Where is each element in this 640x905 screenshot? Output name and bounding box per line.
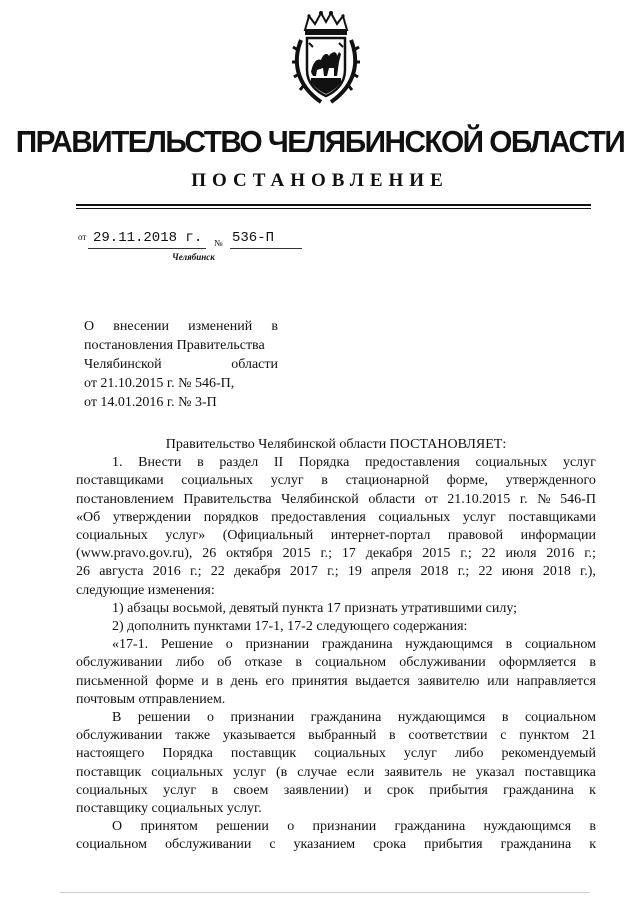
document-type-title: ПОСТАНОВЛЕНИЕ [191,170,449,191]
header-rule-thick [76,204,591,206]
body-line: письменной форме и в день его принятия выдается заявителю или направляется [76,673,596,689]
subject-line: Челябинской области [84,357,278,372]
document-body [76,436,596,855]
date-underline [88,248,206,249]
page-bottom-edge [60,892,590,893]
subject-line: от 21.10.2015 г. № 546-П, [84,376,235,391]
date-label: от [78,232,87,242]
body-line: О принятом решении о признании гражданина нуждающимся в [112,819,596,835]
body-line: (www.pravo.gov.ru), 26 октября 2015 г.; 17 декабря 2015 г.; 22 июля 2016 г.; [76,546,596,562]
body-line: социальных услуг» (Официальный интернет-портал правовой информации [76,528,596,544]
body-line: 1. Внести в раздел II Порядка предоставления социальных услуг [112,455,596,471]
resolution-intro: Правительство Челябинской области ПОСТАНОВЛЯЕТ: [165,437,507,452]
document-date: 29.11.2018 г. [93,230,203,246]
subject-line: постановления Правительства [84,338,265,353]
body-line: настоящего Порядка поставщик социальных услуг либо рекомендуемый [76,746,596,762]
body-line: поставщику социальных услуг. [76,801,262,817]
subject-line: О внесении изменений в [84,319,278,334]
body-line: социальных услуг в своем заявлении) и срок прибытия гражданина к [76,782,596,798]
document-number: 536-П [232,230,275,246]
body-line: почтовым отправлением. [76,691,226,707]
body-line: поставщик социальных услуг (в случае если заявитель не указал поставщика [76,764,596,780]
city-name: Челябинск [172,252,215,262]
body-line: 26 августа 2016 г.; 22 декабря 2017 г.; 19 апреля 2018 г.; 22 июня 2018 г.), [76,564,596,580]
body-line: 1) абзацы восьмой, девятый пункта 17 признать утратившими силу; [112,600,518,616]
body-line: В решении о признании гражданина нуждающимся в социальном [112,710,596,726]
body-line: «Об утверждении порядков предоставления социальных услуг поставщиками [76,509,596,525]
body-line: поставщиками социальных услуг в стационарной форме, утвержденного [76,473,596,489]
coat-of-arms-icon [291,10,361,106]
body-line: «17-1. Решение о признании гражданина нуждающимся в социальном [112,637,596,653]
document-subject [84,317,278,412]
number-label: № [214,238,223,248]
body-line: постановлением Правительства Челябинской области от 21.10.2015 г. № 546-П [76,491,596,507]
body-line: обслуживании либо об отказе в социальном обслуживании оформляется в [76,655,596,671]
header-rule-thin [76,208,591,209]
body-line: следующие изменения: [76,582,215,598]
government-title: ПРАВИТЕЛЬСТВО ЧЕЛЯБИНСКОЙ ОБЛАСТИ [15,124,625,159]
body-line: 2) дополнить пунктами 17-1, 17-2 следующего содержания: [112,619,468,635]
number-underline [230,248,302,249]
subject-line: от 14.01.2016 г. № 3-П [84,395,217,410]
body-line: социальном обслуживании с указанием срока прибытия гражданина к [76,837,596,853]
body-line: обслуживании также указывается выбранный в соответствии с пунктом 21 [76,728,596,744]
